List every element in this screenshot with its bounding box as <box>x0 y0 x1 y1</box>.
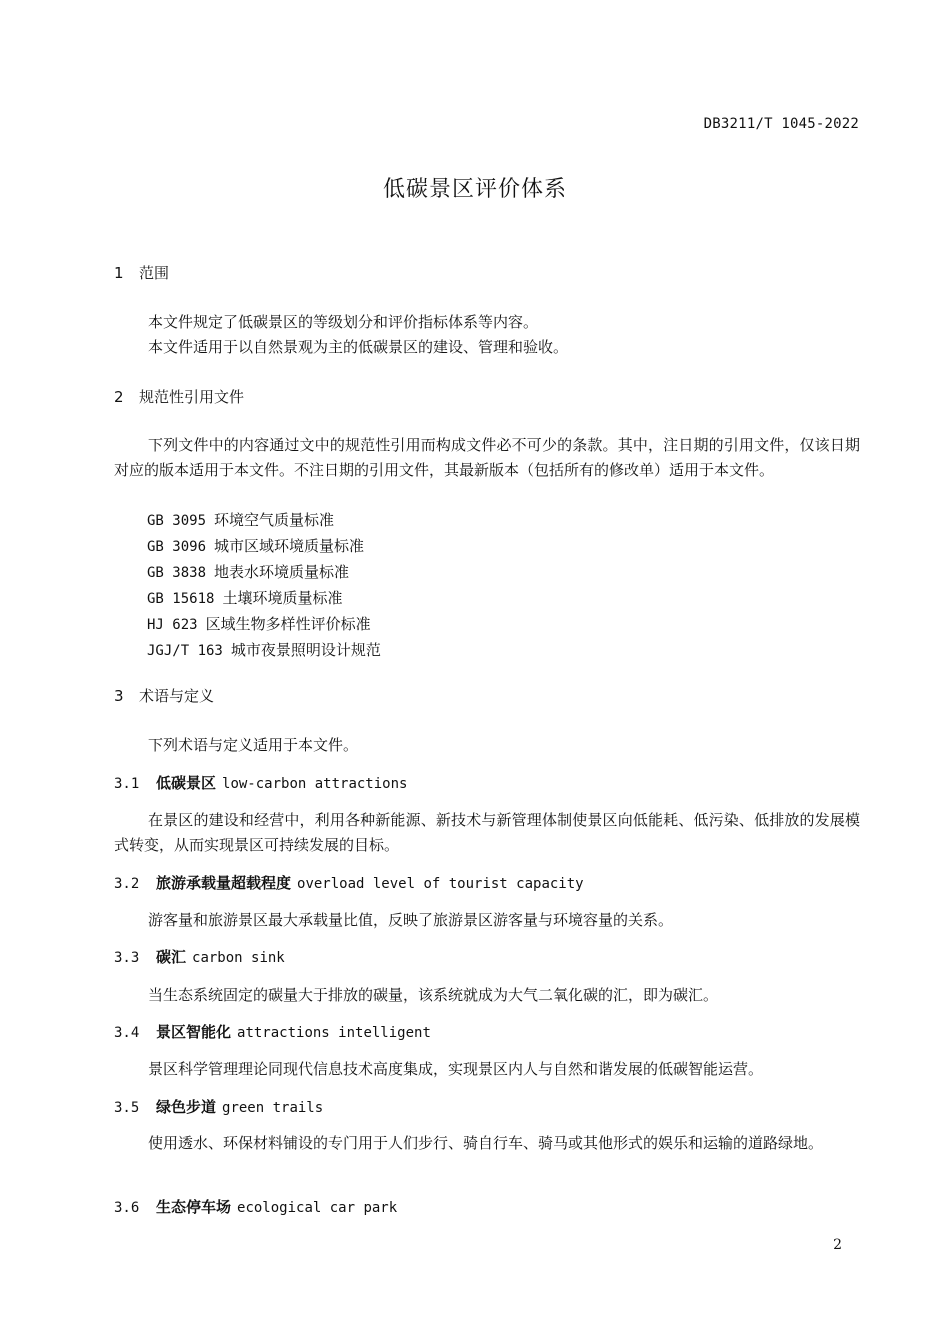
section-title: 术语与定义 <box>139 687 215 705</box>
term-english: overload level of tourist capacity <box>297 876 584 892</box>
term-definition: 景区科学管理理论同现代信息技术高度集成，实现景区内人与自然和谐发展的低碳智能运营。 <box>148 1060 764 1078</box>
reference-code: GB 3096 <box>147 539 207 555</box>
term-chinese: 绿色步道 <box>156 1098 217 1116</box>
term-number: 3.6 <box>114 1200 140 1216</box>
reference-name: 地表水环境质量标准 <box>214 563 350 581</box>
term-english: ecological car park <box>237 1200 398 1216</box>
reference-item <box>147 612 381 638</box>
reference-item <box>147 560 381 586</box>
term-english: low-carbon attractions <box>222 776 408 792</box>
reference-name: 土壤环境质量标准 <box>222 589 343 607</box>
term-chinese: 碳汇 <box>156 948 187 966</box>
term-definition: 在景区的建设和经营中，利用各种新能源、新技术与新管理体制使景区向低能耗、低污染、低排放的发展模式转变，从而实现景区可持续发展的目标。 <box>114 811 860 854</box>
section-number: 3 <box>114 687 124 705</box>
term-heading <box>114 872 584 893</box>
paragraph: 本文件规定了低碳景区的等级划分和评价指标体系等内容。 <box>148 313 539 331</box>
paragraph: 下列文件中的内容通过文中的规范性引用而构成文件必不可少的条款。其中，注日期的引用文件，仅该日期对应的版本适用于本文件。不注日期的引用文件，其最新版本（包括所有的修改单）适用于本文件。 <box>114 436 860 479</box>
reference-name: 城市夜景照明设计规范 <box>230 641 381 659</box>
term-heading <box>114 1021 431 1042</box>
term-heading <box>114 946 285 967</box>
term-english: attractions intelligent <box>237 1025 431 1041</box>
section-title: 范围 <box>139 264 170 282</box>
term-number: 3.1 <box>114 776 140 792</box>
term-chinese: 旅游承载量超载程度 <box>156 874 292 892</box>
section-heading-scope <box>114 262 169 283</box>
term-definition: 当生态系统固定的碳量大于排放的碳量，该系统就成为大气二氧化碳的汇，即为碳汇。 <box>148 986 719 1004</box>
reference-code: GB 3095 <box>147 513 207 529</box>
term-number: 3.3 <box>114 950 140 966</box>
term-chinese: 低碳景区 <box>156 774 217 792</box>
term-number: 3.2 <box>114 876 140 892</box>
paragraph: 下列术语与定义适用于本文件。 <box>148 736 359 754</box>
term-english: carbon sink <box>192 950 285 966</box>
reference-code: GB 3838 <box>147 565 207 581</box>
reference-list <box>147 508 381 664</box>
term-english: green trails <box>222 1100 324 1116</box>
reference-code: HJ 623 <box>147 617 198 633</box>
term-heading <box>114 1096 323 1117</box>
page-title: 低碳景区评价体系 <box>382 177 567 202</box>
term-definition: 游客量和旅游景区最大承载量比值，反映了旅游景区游客量与环境容量的关系。 <box>148 911 674 929</box>
section-title: 规范性引用文件 <box>139 388 245 406</box>
term-number: 3.5 <box>114 1100 140 1116</box>
reference-code: GB 15618 <box>147 591 215 607</box>
reference-item <box>147 534 381 560</box>
page-number: 2 <box>833 1237 842 1253</box>
paragraph: 本文件适用于以自然景观为主的低碳景区的建设、管理和验收。 <box>148 338 569 356</box>
section-number: 2 <box>114 388 124 406</box>
reference-item <box>147 508 381 534</box>
reference-name: 区域生物多样性评价标准 <box>205 615 371 633</box>
term-chinese: 景区智能化 <box>156 1023 232 1041</box>
reference-name: 城市区域环境质量标准 <box>214 537 365 555</box>
term-number: 3.4 <box>114 1025 140 1041</box>
term-heading <box>114 1196 397 1217</box>
reference-item <box>147 586 381 612</box>
term-definition: 使用透水、环保材料铺设的专门用于人们步行、骑自行车、骑马或其他形式的娱乐和运输的道路绿地。 <box>148 1134 824 1152</box>
term-heading <box>114 772 407 793</box>
document-code: DB3211/T 1045-2022 <box>703 116 859 132</box>
section-heading-terms-definitions <box>114 685 214 706</box>
section-heading-normative-references <box>114 386 244 407</box>
term-chinese: 生态停车场 <box>156 1198 232 1216</box>
reference-item <box>147 638 381 664</box>
section-number: 1 <box>114 264 124 282</box>
reference-name: 环境空气质量标准 <box>214 511 335 529</box>
reference-code: JGJ/T 163 <box>147 643 223 659</box>
